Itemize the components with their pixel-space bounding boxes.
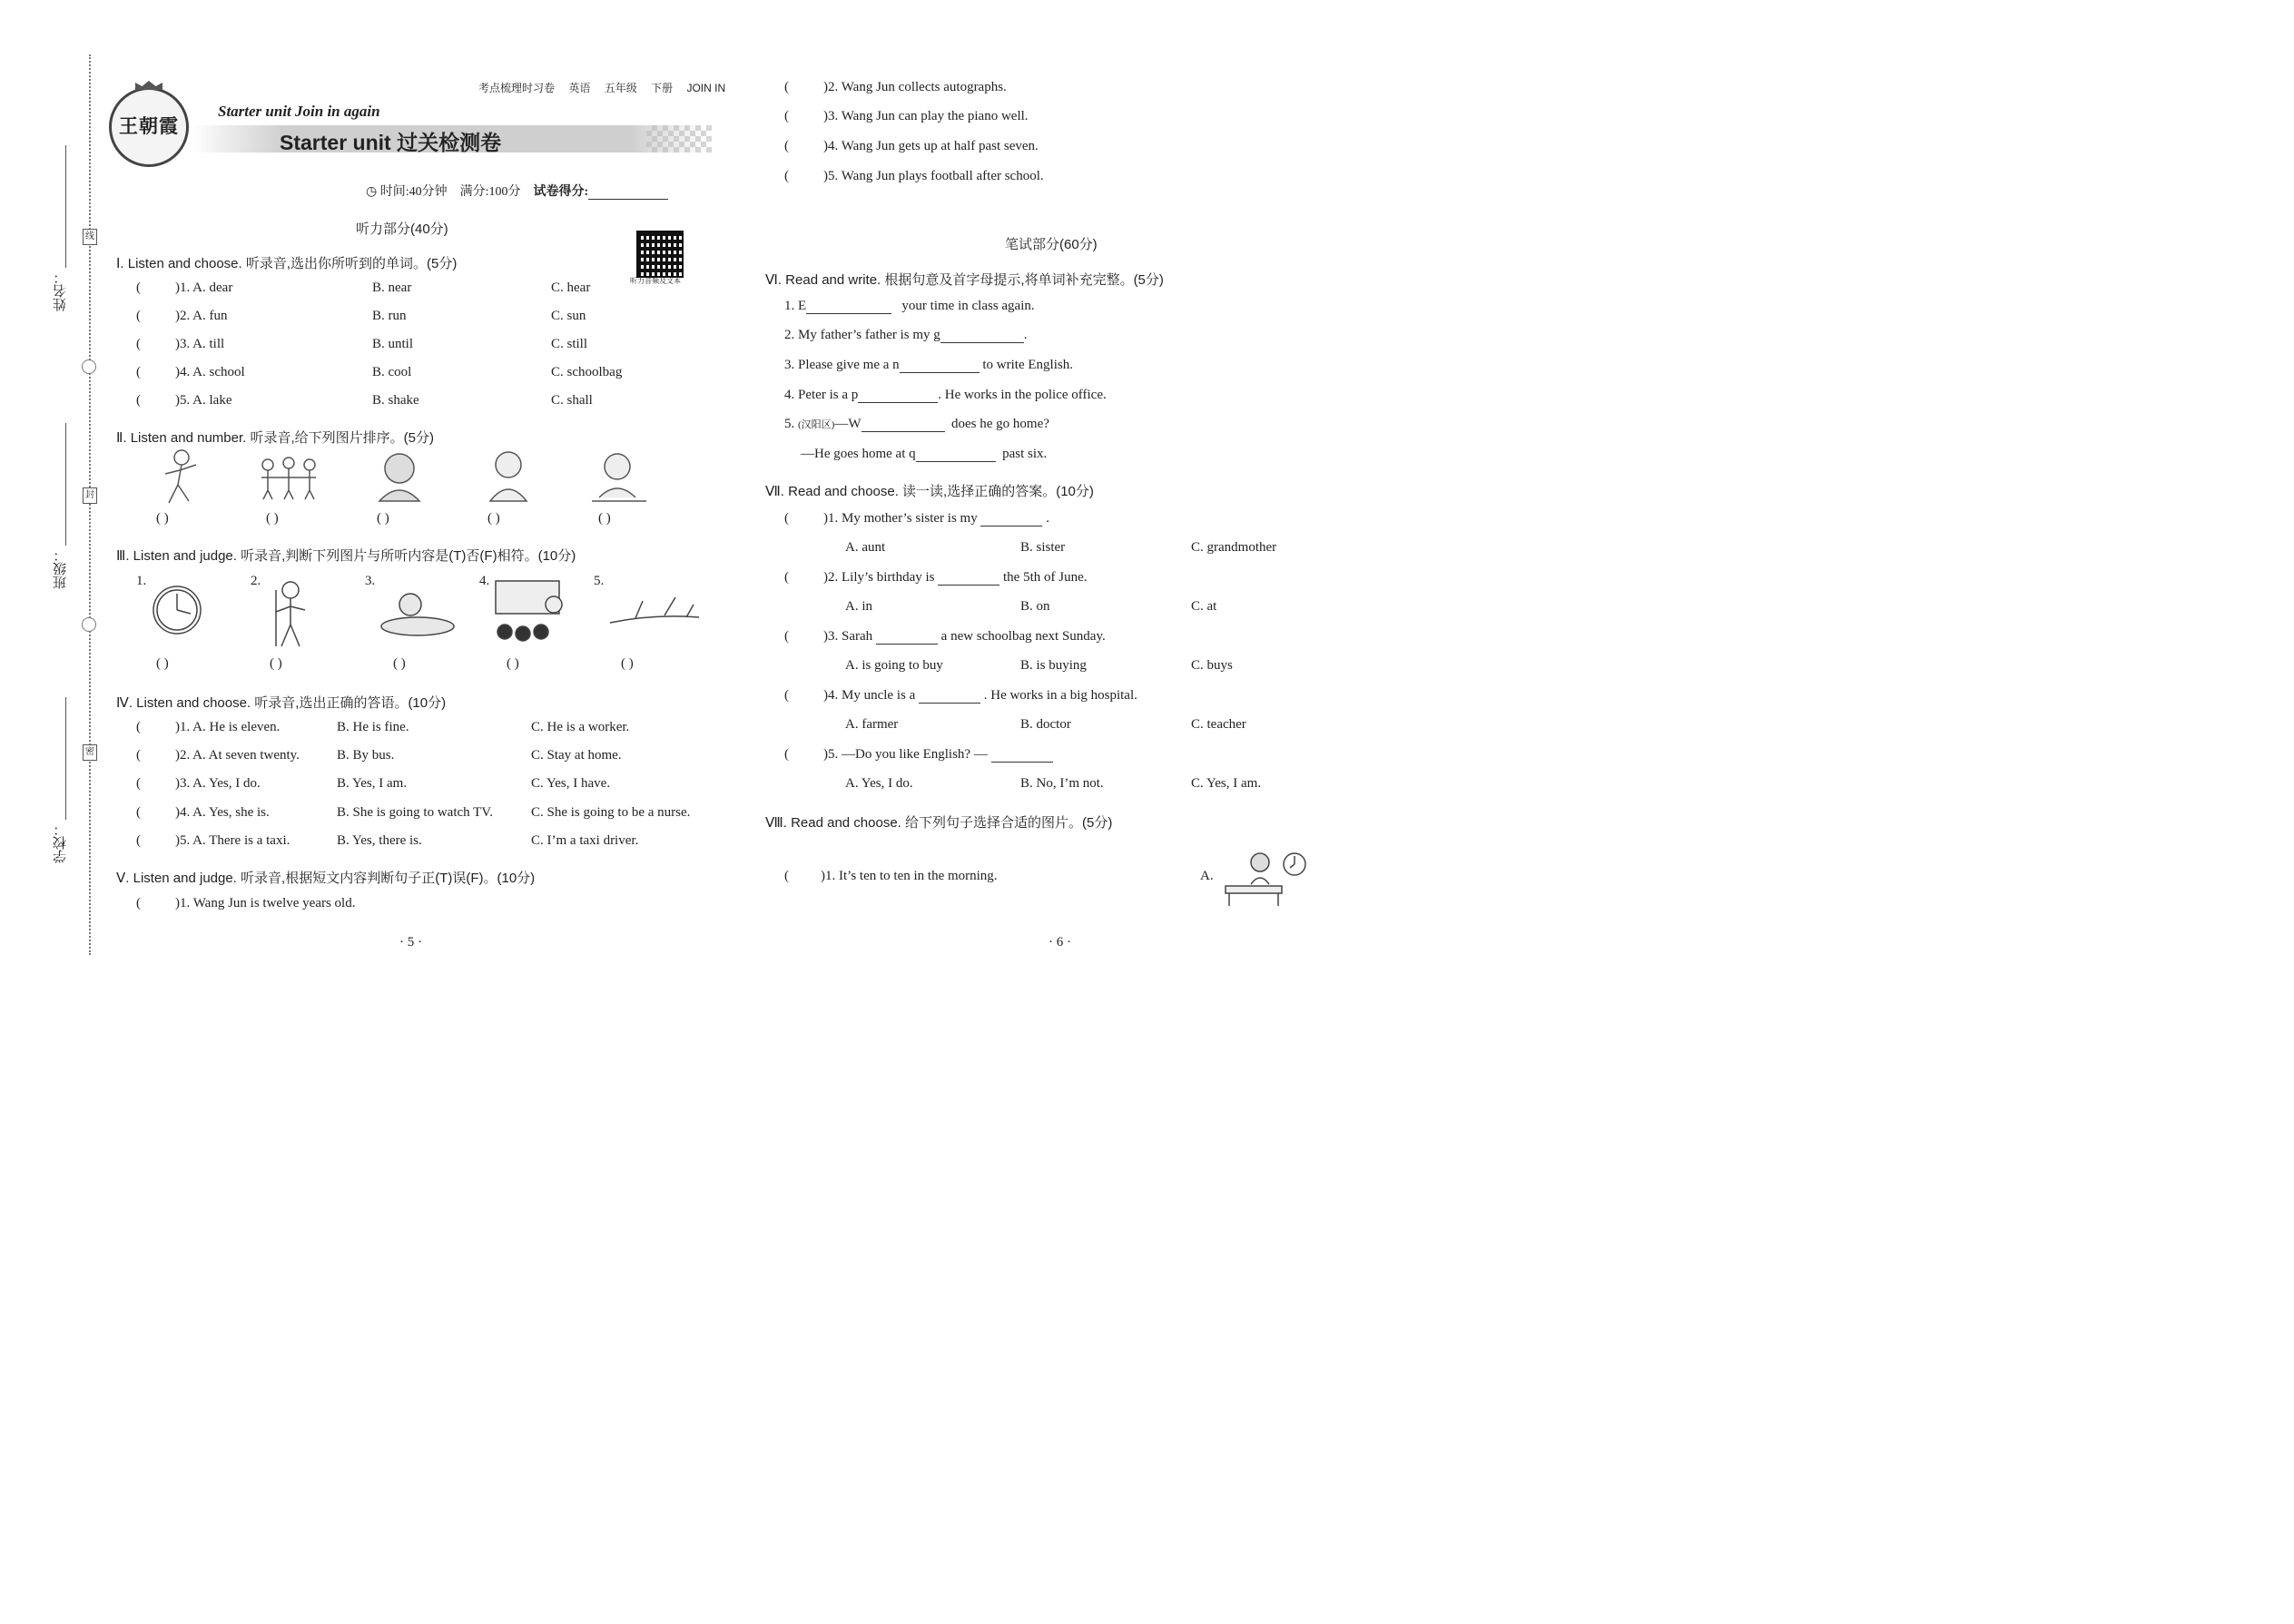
option-c[interactable]: C. at: [1191, 599, 1217, 614]
option-b[interactable]: B. Yes, there is.: [337, 833, 422, 848]
section-2-title: Ⅱ. Listen and number. 听录音,给下列图片排序。(5分): [116, 430, 434, 446]
s6-item-6: [801, 447, 1047, 462]
name-write-line[interactable]: [65, 145, 66, 268]
section-1-title: Ⅰ. Listen and choose. 听录音,选出你所听到的单词。(5分): [116, 256, 458, 271]
s6-item-1: [784, 299, 1035, 314]
picture-number-3: 3.: [365, 574, 376, 588]
exam-info: [366, 182, 668, 200]
answer-paren[interactable]: (: [784, 511, 789, 526]
answer-paren[interactable]: (: [784, 747, 789, 762]
dancing-boy-picture: [165, 450, 196, 503]
option-b[interactable]: B. run: [372, 309, 407, 323]
option-c[interactable]: C. hear: [551, 281, 591, 295]
s6-item-4: [784, 388, 1107, 403]
judge-5-answer-paren[interactable]: ( ): [621, 656, 634, 671]
picture-3-answer-paren[interactable]: ( ): [377, 511, 389, 526]
answer-paren[interactable]: (: [784, 869, 789, 883]
s6-item-3-blank[interactable]: [900, 359, 980, 373]
s7-question-5: [823, 747, 1053, 763]
option-c[interactable]: C. schoolbag: [551, 365, 623, 379]
option-c[interactable]: C. sun: [551, 309, 586, 323]
answer-paren[interactable]: (: [136, 748, 141, 763]
s6-item-4-blank[interactable]: [858, 389, 938, 403]
qr-code-icon[interactable]: [636, 231, 684, 278]
logo-text: 王朝霞: [119, 115, 179, 137]
s7-question-3: [823, 629, 1106, 645]
option-c[interactable]: C. still: [551, 337, 588, 351]
meta-series: 考点梳理时习卷: [478, 82, 556, 94]
option-b[interactable]: B. She is going to watch TV.: [337, 805, 493, 820]
section-5-title: Ⅴ. Listen and judge. 听录音,根据短文内容判断句子正(T)误(F)。(10分): [116, 871, 536, 886]
s6-item-6-suffix: past six.: [1002, 447, 1048, 461]
clock-picture: [153, 586, 201, 634]
s6-item-6-prefix: —He goes home at q: [801, 447, 916, 461]
option-c[interactable]: C. Yes, I have.: [531, 776, 611, 791]
picture-1-answer-paren[interactable]: ( ): [156, 511, 169, 526]
answer-paren[interactable]: (: [136, 833, 141, 848]
picture-number-5: 5.: [594, 574, 605, 588]
section-4-title: Ⅳ. Listen and choose. 听录音,选出正确的答语。(10分): [116, 695, 447, 711]
s6-item-2-suffix: .: [1023, 328, 1028, 342]
option-a[interactable]: )1. A. dear: [175, 281, 233, 295]
fill-blank[interactable]: [980, 513, 1042, 527]
question-text: )3. Sarah: [823, 629, 873, 644]
s6-item-2-blank[interactable]: [940, 330, 1024, 343]
question-text-end: a new schoolbag next Sunday.: [940, 629, 1106, 644]
answer-paren[interactable]: (: [784, 139, 789, 153]
boy-writing-clock-picture: [1220, 848, 1311, 908]
s6-item-1-suffix: your time in class again.: [901, 299, 1035, 313]
fill-blank[interactable]: [938, 572, 999, 586]
section-6-title: Ⅵ. Read and write. 根据句意及首字母提示,将单词补充完整。(5分): [765, 272, 1164, 288]
exam-full-score: 满分:100分: [459, 185, 521, 199]
question-text-end: .: [1046, 511, 1049, 526]
girl-at-desk-picture: [592, 454, 646, 501]
option-b[interactable]: B. until: [372, 337, 414, 351]
classroom-picture: [496, 581, 562, 641]
answer-paren[interactable]: (: [136, 896, 141, 910]
question-text: )4. My uncle is a: [823, 688, 916, 703]
exam-time: 时间:40分钟: [379, 185, 448, 199]
option-c[interactable]: C. Yes, I am.: [1191, 776, 1262, 791]
answer-paren[interactable]: (: [136, 281, 141, 295]
score-label: 试卷得分:: [533, 185, 589, 199]
option-a[interactable]: A. Yes, I do.: [845, 776, 913, 791]
answer-paren[interactable]: (: [136, 337, 141, 351]
picture-5-answer-paren[interactable]: ( ): [598, 511, 611, 526]
clock-icon: ◷: [366, 185, 378, 199]
judge-4-answer-paren[interactable]: ( ): [507, 656, 519, 671]
name-label: 姓名：: [54, 271, 68, 311]
option-a[interactable]: A. aunt: [845, 540, 886, 555]
s6-item-5-mid: —W: [834, 417, 861, 431]
page-title: Starter unit 过关检测卷: [280, 131, 502, 154]
answer-paren[interactable]: (: [136, 365, 141, 379]
binding-dotted-line: [89, 54, 91, 955]
s6-item-5-blank[interactable]: [861, 418, 945, 432]
picture-2-answer-paren[interactable]: ( ): [266, 511, 279, 526]
question-text: )1. My mother’s sister is my: [823, 511, 978, 526]
option-b[interactable]: B. Yes, I am.: [337, 776, 408, 791]
picture-4-answer-paren[interactable]: ( ): [487, 511, 500, 526]
s5-statement-1: )1. Wang Jun is twelve years old.: [175, 896, 356, 910]
option-c[interactable]: C. teacher: [1191, 717, 1246, 732]
s6-item-3: [784, 358, 1073, 373]
section-3-title: Ⅲ. Listen and judge. 听录音,判断下列图片与所听内容是(T)否(F)相符。(10分): [116, 548, 576, 564]
s6-item-2-prefix: 2. My father’s father is my g: [784, 328, 940, 342]
school-label: 学校：: [54, 822, 68, 863]
answer-paren[interactable]: (: [784, 109, 789, 123]
option-b[interactable]: B. on: [1020, 599, 1050, 614]
binding-box-line: 线: [83, 229, 97, 245]
option-c[interactable]: C. I’m a taxi driver.: [531, 833, 639, 848]
option-c[interactable]: C. grandmother: [1191, 540, 1277, 555]
picture-number-4: 4.: [479, 574, 490, 588]
question-text: )5. —Do you like English? —: [823, 747, 988, 762]
option-c[interactable]: C. She is going to be a nurse.: [531, 805, 691, 820]
page-number-left: · 5 ·: [399, 935, 422, 950]
meta-volume: 下册: [651, 82, 674, 94]
option-a[interactable]: )3. A. till: [175, 337, 225, 351]
tree-branch-picture: [610, 597, 699, 623]
option-a[interactable]: A. farmer: [845, 717, 899, 732]
s6-item-1-blank[interactable]: [806, 300, 891, 314]
option-b[interactable]: B. near: [372, 281, 412, 295]
banner-checker-decoration: [646, 125, 712, 153]
qr-caption: 听力音频及文本: [630, 277, 681, 285]
answer-paren[interactable]: (: [136, 393, 141, 408]
s5-statement-3: )3. Wang Jun can play the piano well.: [823, 109, 1029, 123]
question-text-end: . He works in a big hospital.: [983, 688, 1137, 703]
option-a[interactable]: )1. A. He is eleven.: [175, 720, 281, 734]
unit-subtitle: Starter unit Join in again: [218, 103, 380, 120]
judge-3-answer-paren[interactable]: ( ): [393, 656, 406, 671]
option-c[interactable]: C. buys: [1191, 658, 1233, 673]
s5-statement-2: )2. Wang Jun collects autographs.: [823, 80, 1007, 94]
worker-picture: [276, 582, 305, 646]
answer-paren[interactable]: (: [784, 80, 789, 94]
answer-paren[interactable]: (: [784, 629, 789, 644]
fill-blank[interactable]: [991, 749, 1053, 763]
answer-paren[interactable]: (: [136, 776, 141, 791]
s6-item-5-suffix: does he go home?: [951, 417, 1049, 431]
class-label: 班级：: [54, 548, 68, 589]
option-b[interactable]: B. shake: [372, 393, 419, 408]
option-c[interactable]: C. shall: [551, 393, 593, 408]
section-7-title: Ⅶ. Read and choose. 读一读,选择正确的答案。(10分): [765, 484, 1094, 499]
picture-number-2: 2.: [251, 574, 261, 588]
judge-2-answer-paren[interactable]: ( ): [270, 656, 282, 671]
option-c[interactable]: C. Stay at home.: [531, 748, 622, 763]
s6-item-5-prefix: 5.: [784, 417, 798, 431]
s7-question-1: [823, 511, 1049, 527]
swimming-boy-picture: [381, 594, 454, 635]
option-b[interactable]: B. He is fine.: [337, 720, 409, 734]
picture-number-1: 1.: [136, 574, 147, 588]
meta-grade: 五年级: [604, 82, 637, 94]
s6-item-2: [784, 328, 1028, 343]
option-b[interactable]: B. No, I’m not.: [1020, 776, 1104, 791]
listening-title: 听力部分(40分): [356, 221, 448, 237]
binding-circle-icon: [82, 617, 96, 632]
s6-item-3-suffix: to write English.: [982, 358, 1073, 372]
option-b[interactable]: B. doctor: [1020, 717, 1071, 732]
s5-statement-5: )5. Wang Jun plays football after school.: [823, 169, 1044, 183]
option-a[interactable]: A. is going to buy: [845, 658, 943, 673]
option-a[interactable]: )2. A. At seven twenty.: [175, 748, 300, 763]
s7-question-2: [823, 570, 1087, 586]
publisher-logo: [109, 87, 189, 167]
option-a[interactable]: )5. A. lake: [175, 393, 232, 408]
section-2-pictures: [145, 447, 690, 510]
judge-1-answer-paren[interactable]: ( ): [156, 656, 169, 671]
crown-icon: [135, 81, 162, 90]
s8-item-1: [784, 869, 998, 884]
s6-item-6-blank[interactable]: [916, 448, 996, 462]
option-a[interactable]: )4. A. Yes, she is.: [175, 805, 270, 820]
option-b[interactable]: B. sister: [1020, 540, 1066, 555]
s6-item-1-prefix: 1. E: [784, 299, 807, 313]
answer-paren[interactable]: (: [784, 169, 789, 183]
option-b[interactable]: B. cool: [372, 365, 412, 379]
writing-title: 笔试部分(60分): [1005, 237, 1098, 252]
s6-item-4-suffix: . He works in the police office.: [938, 388, 1107, 402]
answer-paren[interactable]: (: [136, 805, 141, 820]
option-a[interactable]: )5. A. There is a taxi.: [175, 833, 290, 848]
children-playing-picture: [261, 458, 316, 499]
option-a[interactable]: )2. A. fun: [175, 309, 228, 323]
section-3-pictures: [145, 577, 708, 650]
option-a[interactable]: )3. A. Yes, I do.: [175, 776, 261, 791]
s5-statement-4: )4. Wang Jun gets up at half past seven.: [823, 139, 1039, 153]
fill-blank[interactable]: [876, 631, 938, 645]
boy-thinking-picture: [490, 452, 527, 501]
s7-question-4: [823, 688, 1137, 704]
s8-option-a-label: A.: [1200, 869, 1214, 883]
binding-box-seal: 封: [83, 487, 97, 504]
answer-paren[interactable]: (: [136, 720, 141, 734]
class-write-line[interactable]: [65, 423, 66, 546]
binding-box-secret: 密: [83, 744, 97, 761]
option-b[interactable]: B. is buying: [1020, 658, 1087, 673]
school-write-line[interactable]: [65, 697, 66, 820]
s6-item-3-prefix: 3. Please give me a n: [784, 358, 900, 372]
score-input[interactable]: [588, 186, 668, 200]
meta-textbook: JOIN IN: [686, 82, 726, 94]
fill-blank[interactable]: [919, 690, 980, 704]
binding-circle-icon: [82, 359, 96, 374]
answer-paren[interactable]: (: [784, 688, 789, 703]
page-number-right: · 6 ·: [1049, 935, 1071, 950]
s6-item-5: [784, 417, 1049, 432]
answer-paren[interactable]: (: [136, 309, 141, 323]
s6-item-5-region-tag: (汉阳区): [798, 419, 835, 430]
meta-subject: 英语: [568, 82, 591, 94]
option-b[interactable]: B. By bus.: [337, 748, 395, 763]
option-c[interactable]: C. He is a worker.: [531, 720, 630, 734]
boy-face-picture: [379, 454, 419, 501]
question-text-end: the 5th of June.: [1003, 570, 1088, 585]
option-a[interactable]: )4. A. school: [175, 365, 245, 379]
question-text: )2. Lily’s birthday is: [823, 570, 935, 585]
s6-item-4-prefix: 4. Peter is a p: [784, 388, 859, 402]
option-a[interactable]: A. in: [845, 599, 872, 614]
s8-item-1-text: )1. It’s ten to ten in the morning.: [821, 869, 998, 883]
section-8-title: Ⅷ. Read and choose. 给下列句子选择合适的图片。(5分): [765, 815, 1113, 831]
header-meta: [478, 80, 725, 95]
answer-paren[interactable]: (: [784, 570, 789, 585]
